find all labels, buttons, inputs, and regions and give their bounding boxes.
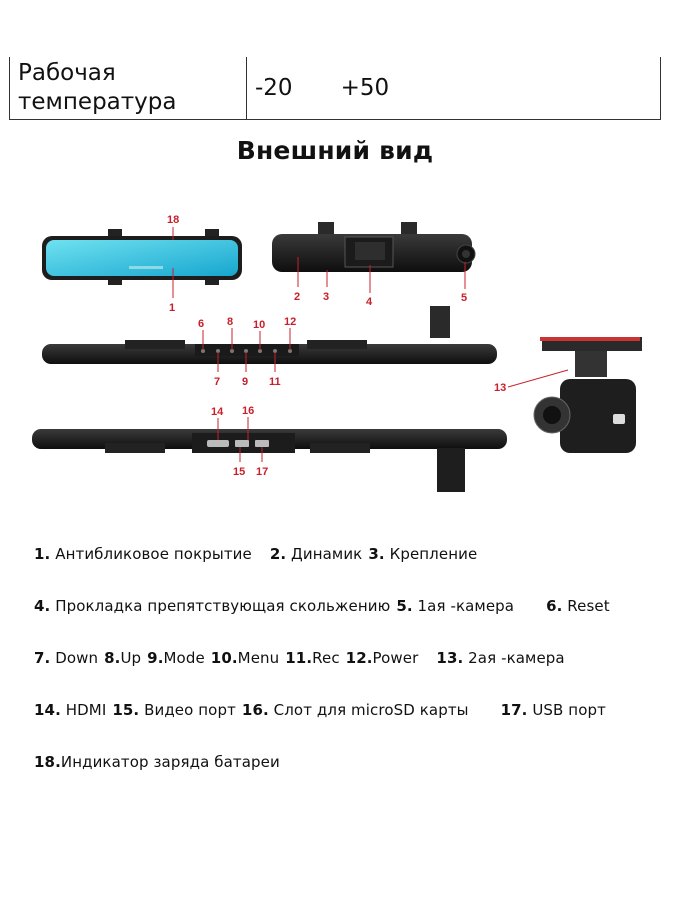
legend-num: 13. [436,649,464,667]
spec-range-max: +50 [340,74,390,101]
legend-num: 1. [34,545,51,563]
callout-7: 7 [214,376,221,388]
callout-6: 6 [198,318,205,330]
legend-num: 16. [241,701,269,719]
legend-num: 18. [34,753,61,771]
legend-num: 12. [345,649,373,667]
legend-text: Крепление [384,545,478,563]
spec-label-cell [10,57,247,120]
callout-12: 12 [284,316,297,328]
callout-14: 14 [211,406,224,418]
legend-num: 5. [396,597,413,615]
callout-17: 17 [256,466,269,478]
legend-text: Видео порт [139,701,236,719]
callout-15: 15 [233,466,246,478]
callout-5: 5 [461,292,468,304]
callout-4: 4 [366,296,373,308]
legend-num: 3. [368,545,385,563]
legend-text: Rec [312,649,340,667]
spec-value-cell [247,57,661,120]
legend-num: 17. [500,701,528,719]
callout-3: 3 [323,291,330,303]
legend-text: Mode [163,649,205,667]
legend-num: 11. [285,649,313,667]
legend-num: 8. [104,649,121,667]
legend-text: Динамик [286,545,363,563]
mirror-top-edge-view [42,306,497,364]
callout-10: 10 [253,319,266,331]
legend-num: 10. [210,649,238,667]
legend-num: 15. [112,701,140,719]
legend-text: Down [50,649,99,667]
legend-text: HDMI [60,701,107,719]
legend-text: 1ая -камера [412,597,515,615]
mirror-bottom-edge-view [32,429,507,492]
legend-line-3 [34,649,565,667]
spec-label-line2: температура [18,89,177,115]
legend-num: 4. [34,597,51,615]
legend-text: Menu [237,649,280,667]
device-figure [0,195,680,515]
section-title: Внешний вид [236,136,434,165]
spec-label-line1: Рабочая [18,60,116,86]
legend-text: Up [120,649,142,667]
legend-text: USB порт [527,701,606,719]
callout-11: 11 [269,376,281,388]
callout-2: 2 [294,291,301,303]
spec-range-min: -20 [255,74,293,101]
legend-text: Индикатор заряда батареи [60,753,280,771]
callout-18: 18 [167,214,180,226]
legend-line-2 [34,597,610,615]
legend-text: 2ая -камера [463,649,565,667]
legend-text: Слот для microSD карты [268,701,469,719]
legend-num: 6. [546,597,563,615]
callout-8: 8 [227,316,234,328]
callout-9: 9 [242,376,249,388]
legend-line-1 [34,545,477,563]
callout-13: 13 [494,382,507,394]
legend-num: 9. [147,649,164,667]
legend-line-5 [34,753,280,771]
legend-text: Антибликовое покрытие [50,545,252,563]
callout-16: 16 [242,405,255,417]
legend-num: 2. [269,545,287,563]
legend-text: Reset [562,597,610,615]
spec-row-operating-temperature [10,57,661,120]
legend-line-4 [34,701,606,719]
legend-num: 7. [34,649,51,667]
legend-text: Прокладка препятствующая скольжению [50,597,391,615]
legend-text: Power [372,649,419,667]
spec-table [9,57,661,120]
mirror-front-view [42,229,242,285]
legend-num: 14. [34,701,61,719]
callout-1: 1 [169,302,176,314]
rear-camera [534,337,642,453]
mirror-rear-view [272,222,475,272]
